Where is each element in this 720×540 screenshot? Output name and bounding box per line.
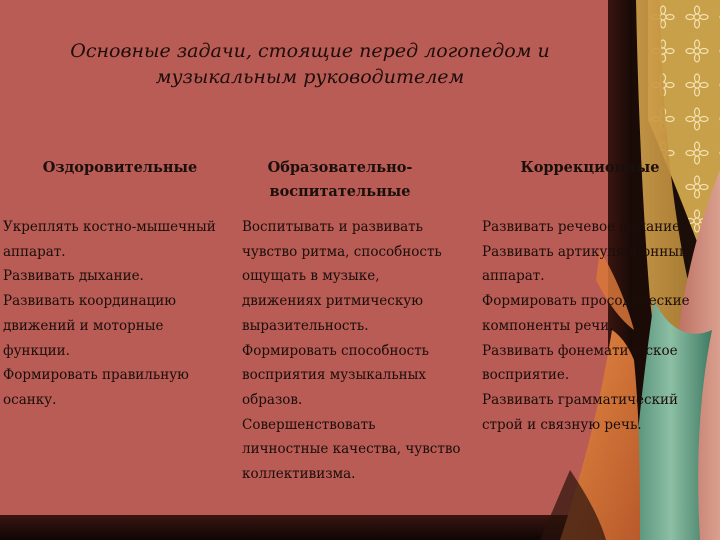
text-line: аппарат. — [3, 243, 66, 260]
text-line: Укреплять костно-мышечный — [3, 219, 216, 235]
text-line: восприятия музыкальных — [242, 367, 427, 384]
text-line: Развивать грамматический — [482, 391, 679, 408]
text-line: Развивать речевое дыхание. — [482, 219, 685, 235]
text-line: ощущать в музыке, — [242, 268, 380, 285]
text-line: Развивать координацию — [3, 293, 176, 310]
text-line: коллективизма. — [242, 466, 356, 483]
column-header-line: Коррекционные — [520, 159, 660, 176]
text-line: Формировать правильную — [3, 367, 189, 384]
text-line: Формировать просодические — [482, 293, 690, 310]
slide-title-line: музыкальным руководителем — [155, 66, 465, 88]
text-line: Развивать фонематическое — [482, 342, 678, 359]
text-line: Формировать способность — [242, 342, 430, 359]
column-body-health — [3, 215, 216, 413]
text-line: строй и связную речь. — [482, 416, 642, 433]
column-header-health — [20, 156, 220, 180]
text-line: восприятие. — [482, 367, 570, 384]
text-line: личностные качества, чувство — [242, 441, 461, 458]
text-line: осанку. — [3, 391, 57, 408]
column-header-line: Образовательно- — [267, 159, 413, 176]
text-line: движениях ритмическую — [242, 293, 423, 310]
column-body-correction — [482, 215, 690, 437]
text-line: чувство ритма, способность — [242, 243, 442, 260]
text-line: образов. — [242, 391, 303, 408]
slide-title — [40, 38, 580, 90]
text-line: движений и моторные — [3, 317, 164, 334]
text-line: аппарат. — [482, 268, 545, 285]
text-line: выразительность. — [242, 317, 369, 334]
column-body-education — [242, 215, 461, 487]
column-header-correction — [490, 156, 690, 180]
text-line: Воспитывать и развивать — [242, 219, 423, 235]
text-line: Развивать артикуляционный — [482, 243, 689, 260]
column-header-education — [240, 156, 440, 204]
text-line: Совершенствовать — [242, 416, 376, 433]
column-header-line: воспитательные — [269, 183, 411, 200]
text-line: Развивать дыхание. — [3, 268, 144, 285]
text-line: функции. — [3, 342, 70, 359]
text-line: компоненты речи. — [482, 317, 614, 334]
slide-title-line: Основные задачи, стоящие перед логопедом и — [70, 40, 550, 62]
column-header-line: Оздоровительные — [42, 159, 198, 176]
